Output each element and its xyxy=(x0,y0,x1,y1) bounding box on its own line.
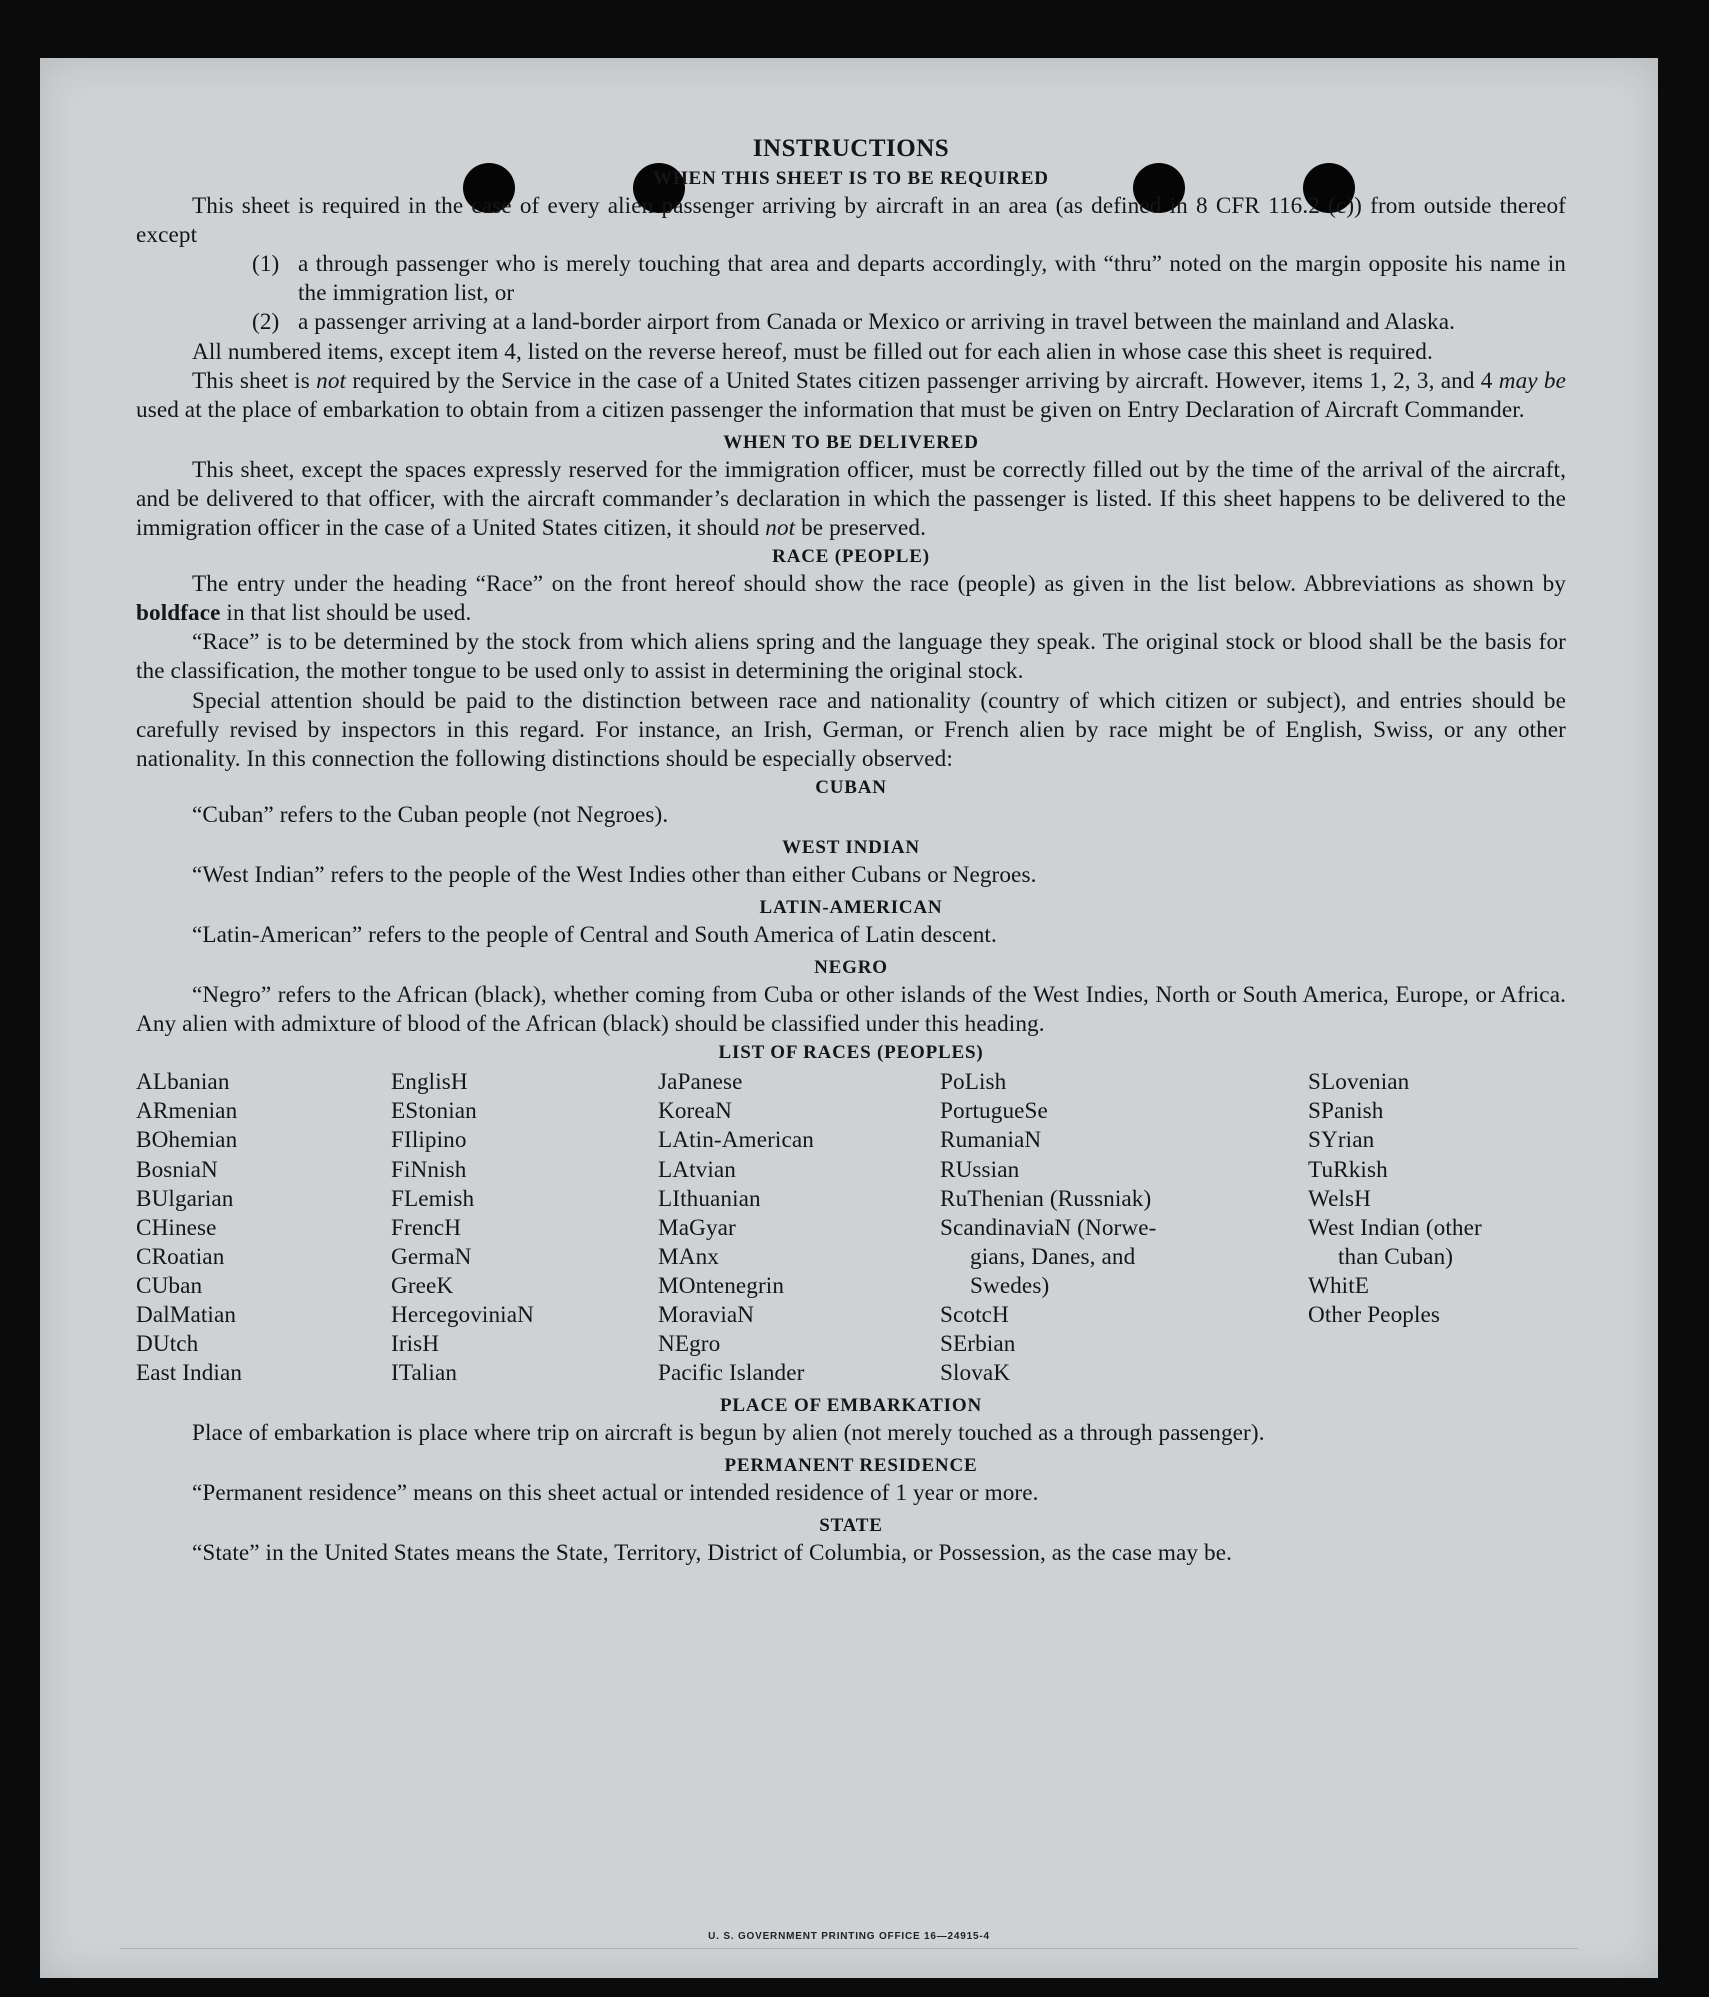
printer-imprint: U. S. GOVERNMENT PRINTING OFFICE 16—24915-4 xyxy=(708,1931,990,1942)
paragraph: All numbered items, except item 4, listed on the reverse hereof, must be filled out for each alien in whose case this sheet is required. xyxy=(192,338,1433,365)
heading-when-delivered: WHEN TO BE DELIVERED xyxy=(723,431,979,453)
race-entry: Swedes) xyxy=(970,1272,1050,1299)
race-entry: CRoatian xyxy=(136,1243,225,1270)
race-entry: RumaniaN xyxy=(940,1127,1042,1154)
race-list xyxy=(136,1068,1566,1388)
text-run: be preserved. xyxy=(795,515,926,542)
race-entry: PortugueSe xyxy=(940,1098,1048,1125)
race-entry: RUssian xyxy=(940,1156,1020,1183)
race-entry: East Indian xyxy=(136,1360,243,1387)
race-column xyxy=(391,1068,658,1388)
race-column xyxy=(940,1068,1308,1388)
item-text: a through passenger who is merely touching that area and departs accordingly, with “thru” noted on the margin opposite his name in the immigration list, or xyxy=(298,251,1566,307)
race-entry: MaGyar xyxy=(658,1214,736,1241)
bold-run: boldface xyxy=(136,600,221,627)
race-entry: ARmenian xyxy=(136,1098,238,1125)
heading-permanent-residence: PERMANENT RESIDENCE xyxy=(724,1455,978,1477)
race-entry: FiNnish xyxy=(391,1156,467,1183)
race-entry: LAtvian xyxy=(658,1156,736,1183)
race-entry: MAnx xyxy=(658,1243,719,1270)
race-entry: FLemish xyxy=(391,1185,475,1212)
race-entry: TuRkish xyxy=(1308,1156,1388,1183)
paragraph: “Race” is to be determined by the stock from which aliens spring and the language they speak. The original stock or blood shall be the basis for the classification, the mother tongue to be used only to assist in determining the original stock. xyxy=(136,629,1566,685)
heading-west-indian: WEST INDIAN xyxy=(782,836,920,858)
paragraph: Place of embarkation is place where trip on aircraft is begun by alien (not merely touched as a through passenger). xyxy=(192,1420,1265,1447)
race-entry: SlovaK xyxy=(940,1360,1011,1387)
race-column xyxy=(658,1068,940,1388)
race-entry: CHinese xyxy=(136,1214,217,1241)
race-entry: WelsH xyxy=(1308,1185,1372,1212)
race-entry: LAtin-American xyxy=(658,1127,814,1154)
heading-list-of-races: LIST OF RACES (PEOPLES) xyxy=(718,1042,984,1064)
race-entry: MOntenegrin xyxy=(658,1272,785,1299)
page-title: INSTRUCTIONS xyxy=(752,135,950,162)
heading-cuban: CUBAN xyxy=(815,776,887,798)
race-entry: BOhemian xyxy=(136,1127,238,1154)
race-entry: Other Peoples xyxy=(1308,1302,1441,1328)
paragraph: “West Indian” refers to the people of the West Indies other than either Cubans or Negroes. xyxy=(192,861,1037,888)
race-entry: IrisH xyxy=(391,1331,440,1358)
race-entry: MoraviaN xyxy=(658,1302,755,1328)
race-entry: SPanish xyxy=(1308,1098,1384,1125)
race-entry: than Cuban) xyxy=(1338,1243,1454,1270)
race-entry: EStonian xyxy=(391,1098,477,1125)
race-entry: CUban xyxy=(136,1272,203,1299)
race-entry: SErbian xyxy=(940,1331,1016,1358)
paragraph: “Latin-American” refers to the people of Central and South America of Latin descent. xyxy=(192,921,997,948)
item-number: (2) xyxy=(252,309,280,336)
paragraph: “State” in the United States means the State, Territory, District of Columbia, or Possession, as the case may be. xyxy=(192,1540,1233,1567)
heading-embarkation: PLACE OF EMBARKATION xyxy=(720,1395,982,1417)
emphasis: not xyxy=(765,515,796,542)
paragraph: “Negro” refers to the African (black), whether coming from Cuba or other islands of the West Indies, North or South America, Europe, or Africa. Any alien with admixture of blood of the African (black) should be classified under this heading. xyxy=(136,982,1566,1038)
list-item xyxy=(136,308,1566,337)
race-entry: RuThenian (Russniak) xyxy=(940,1185,1152,1212)
paragraph: “Permanent residence” means on this sheet actual or intended residence of 1 year or more. xyxy=(192,1480,1039,1507)
race-entry: ScotcH xyxy=(940,1302,1009,1328)
race-entry: FrencH xyxy=(391,1214,462,1241)
race-entry: BUlgarian xyxy=(136,1185,234,1212)
race-entry: FIlipino xyxy=(391,1127,467,1154)
race-entry: GreeK xyxy=(391,1272,454,1299)
race-entry: SLovenian xyxy=(1308,1069,1410,1096)
race-entry: NEgro xyxy=(658,1331,721,1358)
instructions-body xyxy=(136,134,1566,1569)
paragraph xyxy=(136,367,1566,425)
race-entry: gians, Danes, and xyxy=(970,1243,1136,1270)
list-item xyxy=(136,250,1566,308)
race-entry: LIthuanian xyxy=(658,1185,761,1212)
race-entry: ITalian xyxy=(391,1360,458,1387)
race-entry: DUtch xyxy=(136,1331,199,1358)
race-entry: DalMatian xyxy=(136,1302,237,1328)
race-column xyxy=(1308,1068,1566,1388)
divider xyxy=(120,1948,1578,1949)
text-run: used at the place of embarkation to obtain from a citizen passenger the information that must be given on Entry Declaration of Aircraft Commander. xyxy=(136,396,1525,423)
paragraph: This sheet is required in the case of every alien passenger arriving by aircraft in an area (as defined in 8 CFR 116.2 (c)) from outside thereof except xyxy=(136,193,1566,249)
emphasis: may be xyxy=(1498,367,1566,394)
text-run: This sheet is xyxy=(192,367,317,394)
race-entry: GermaN xyxy=(391,1243,472,1270)
text-run: This sheet, except the spaces expressly reserved for the immigration officer, must be correctly filled out by the time of the arrival of the aircraft, and be delivered to that officer, with the aircraft commander’s declaration in which the passenger is listed. If this sheet happens to be delivered to the immigration officer in the case of a United States citizen, it should xyxy=(136,456,1566,542)
race-entry: BosniaN xyxy=(136,1156,218,1183)
race-entry: Pacific Islander xyxy=(658,1360,805,1387)
heading-race: RACE (PEOPLE) xyxy=(772,546,930,568)
race-entry: SYrian xyxy=(1308,1127,1375,1154)
race-entry: ALbanian xyxy=(136,1069,230,1096)
heading-when-required: WHEN THIS SHEET IS TO BE REQUIRED xyxy=(653,168,1049,190)
paragraph: “Cuban” refers to the Cuban people (not Negroes). xyxy=(192,801,669,828)
race-column xyxy=(136,1068,391,1388)
race-entry: EnglisH xyxy=(391,1069,468,1096)
item-number: (1) xyxy=(252,251,280,278)
heading-latin-american: LATIN-AMERICAN xyxy=(759,896,943,918)
heading-state: STATE xyxy=(819,1515,883,1537)
race-entry: ScandinaviaN (Norwe- xyxy=(940,1214,1157,1241)
item-text: a passenger arriving at a land-border airport from Canada or Mexico or arriving in travel between the mainland and Alaska. xyxy=(298,309,1455,336)
race-entry: HercegoviniaN xyxy=(391,1302,534,1328)
text-run: The entry under the heading “Race” on the front hereof should show the race (people) as given in the list below. Abbreviations as shown by xyxy=(192,571,1566,598)
text-run: in that list should be used. xyxy=(220,600,472,627)
paragraph: Special attention should be paid to the distinction between race and nationality (country of which citizen or subject), and entries should be carefully revised by inspectors in this regard. For instance, an Irish, German, or French alien by race might be of English, Swiss, or any other nationality. In this connection the following distinctions should be especially observed: xyxy=(136,687,1566,772)
paragraph xyxy=(136,570,1566,628)
race-entry: PoLish xyxy=(940,1069,1007,1096)
race-entry: WhitE xyxy=(1308,1272,1370,1299)
race-entry: West Indian (other xyxy=(1308,1214,1482,1241)
text-run: required by the Service in the case of a United States citizen passenger arriving by aircraft. However, items 1, 2, 3, and 4 xyxy=(346,367,1499,394)
paragraph xyxy=(136,456,1566,543)
heading-negro: NEGRO xyxy=(814,957,888,979)
emphasis: not xyxy=(316,367,347,394)
race-entry: JaPanese xyxy=(658,1069,743,1096)
race-entry: KoreaN xyxy=(658,1098,732,1125)
